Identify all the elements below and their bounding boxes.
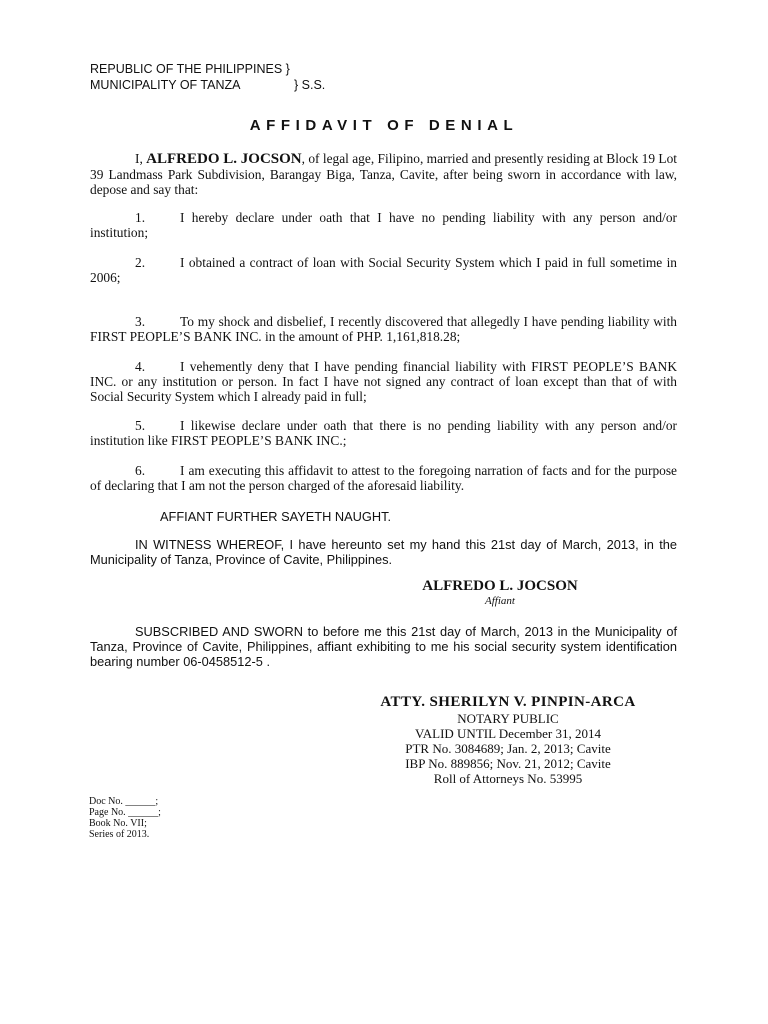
item-text: I vehemently deny that I have pending financial liability with FIRST PEOPLE’S BANK INC. or any institution or person. In fact I have not signed any contract of loan except than that of with Social Security System which I already paid in full; bbox=[90, 359, 677, 404]
doc-number: Doc No. ______; bbox=[89, 796, 159, 807]
item-5 bbox=[90, 418, 677, 448]
notary-roll: Roll of Attorneys No. 53995 bbox=[433, 771, 583, 786]
item-number: 2. bbox=[135, 255, 146, 270]
notary-name: ATTY. SHERILYN V. PINPIN-ARCA bbox=[380, 694, 636, 710]
affiant-signature-name: ALFREDO L. JOCSON bbox=[422, 578, 578, 594]
doc-reference-block bbox=[89, 796, 161, 840]
item-4 bbox=[90, 359, 677, 404]
item-number: 6. bbox=[135, 463, 146, 478]
series-year: Series of 2013. bbox=[89, 829, 150, 840]
item-1 bbox=[90, 210, 677, 240]
venue-ss-label: } S.S. bbox=[294, 78, 326, 92]
intro-paragraph bbox=[90, 151, 677, 197]
venue-block bbox=[90, 61, 325, 93]
venue-line-municipality bbox=[90, 77, 325, 93]
notary-validity: VALID UNTIL December 31, 2014 bbox=[415, 726, 601, 741]
book-number: Book No. VII; bbox=[89, 818, 147, 829]
notary-title: NOTARY PUBLIC bbox=[457, 711, 559, 726]
item-2 bbox=[90, 255, 677, 285]
witness-paragraph: IN WITNESS WHEREOF, I have hereunto set my hand this 21st day of March, 2013, in the Municipality of Tanza, Province of Cavite, Philippines. bbox=[90, 537, 677, 567]
item-text: I likewise declare under oath that there is no pending liability with any person and/or institution like FIRST PEOPLE’S BANK INC.; bbox=[90, 418, 677, 448]
page-number: Page No. ______; bbox=[89, 807, 161, 818]
affiant-role-label: Affiant bbox=[485, 595, 515, 607]
intro-text: , of legal age, Filipino, married and presently residing at Block 19 Lot 39 Landmass Park Subdivision, Barangay Biga, Tanza, Cavite, after being sworn in accordance with law, depose and say that: bbox=[90, 151, 677, 197]
document-title: AFFIDAVIT OF DENIAL bbox=[249, 117, 519, 134]
item-3 bbox=[90, 314, 677, 344]
affiant-signature-block bbox=[380, 578, 620, 607]
jurat-paragraph: SUBSCRIBED AND SWORN to before me this 21st day of March, 2013 in the Municipality of Tanza, Province of Cavite, Philippines, affiant exhibiting to me his social security system identification bearing number 06-0458512-5 . bbox=[90, 624, 677, 669]
notary-ibp: IBP No. 889856; Nov. 21, 2012; Cavite bbox=[405, 756, 611, 771]
item-number: 1. bbox=[135, 210, 146, 225]
item-number: 3. bbox=[135, 314, 146, 329]
item-text: To my shock and disbelief, I recently discovered that allegedly I have pending liability with FIRST PEOPLE’S BANK INC. in the amount of PHP. 1,161,818.28; bbox=[90, 314, 677, 344]
venue-municipality-label: MUNICIPALITY OF TANZA bbox=[90, 78, 241, 92]
notary-ptr: PTR No. 3084689; Jan. 2, 2013; Cavite bbox=[405, 741, 611, 756]
item-text: I am executing this affidavit to attest to the foregoing narration of facts and for the purpose of declaring that I am not the person charged of the aforesaid liability. bbox=[90, 463, 677, 493]
item-6 bbox=[90, 463, 677, 493]
intro-prefix: I, bbox=[135, 151, 147, 166]
notary-block bbox=[340, 694, 676, 786]
item-text: I obtained a contract of loan with Social Security System which I paid in full sometime in 2006; bbox=[90, 255, 677, 285]
item-number: 4. bbox=[135, 359, 146, 374]
further-statement: AFFIANT FURTHER SAYETH NAUGHT. bbox=[160, 509, 392, 524]
item-text: I hereby declare under oath that I have no pending liability with any person and/or institution; bbox=[90, 210, 677, 240]
item-number: 5. bbox=[135, 418, 146, 433]
intro-affiant-name: ALFREDO L. JOCSON bbox=[146, 151, 302, 167]
venue-line-republic: REPUBLIC OF THE PHILIPPINES } bbox=[90, 62, 290, 76]
